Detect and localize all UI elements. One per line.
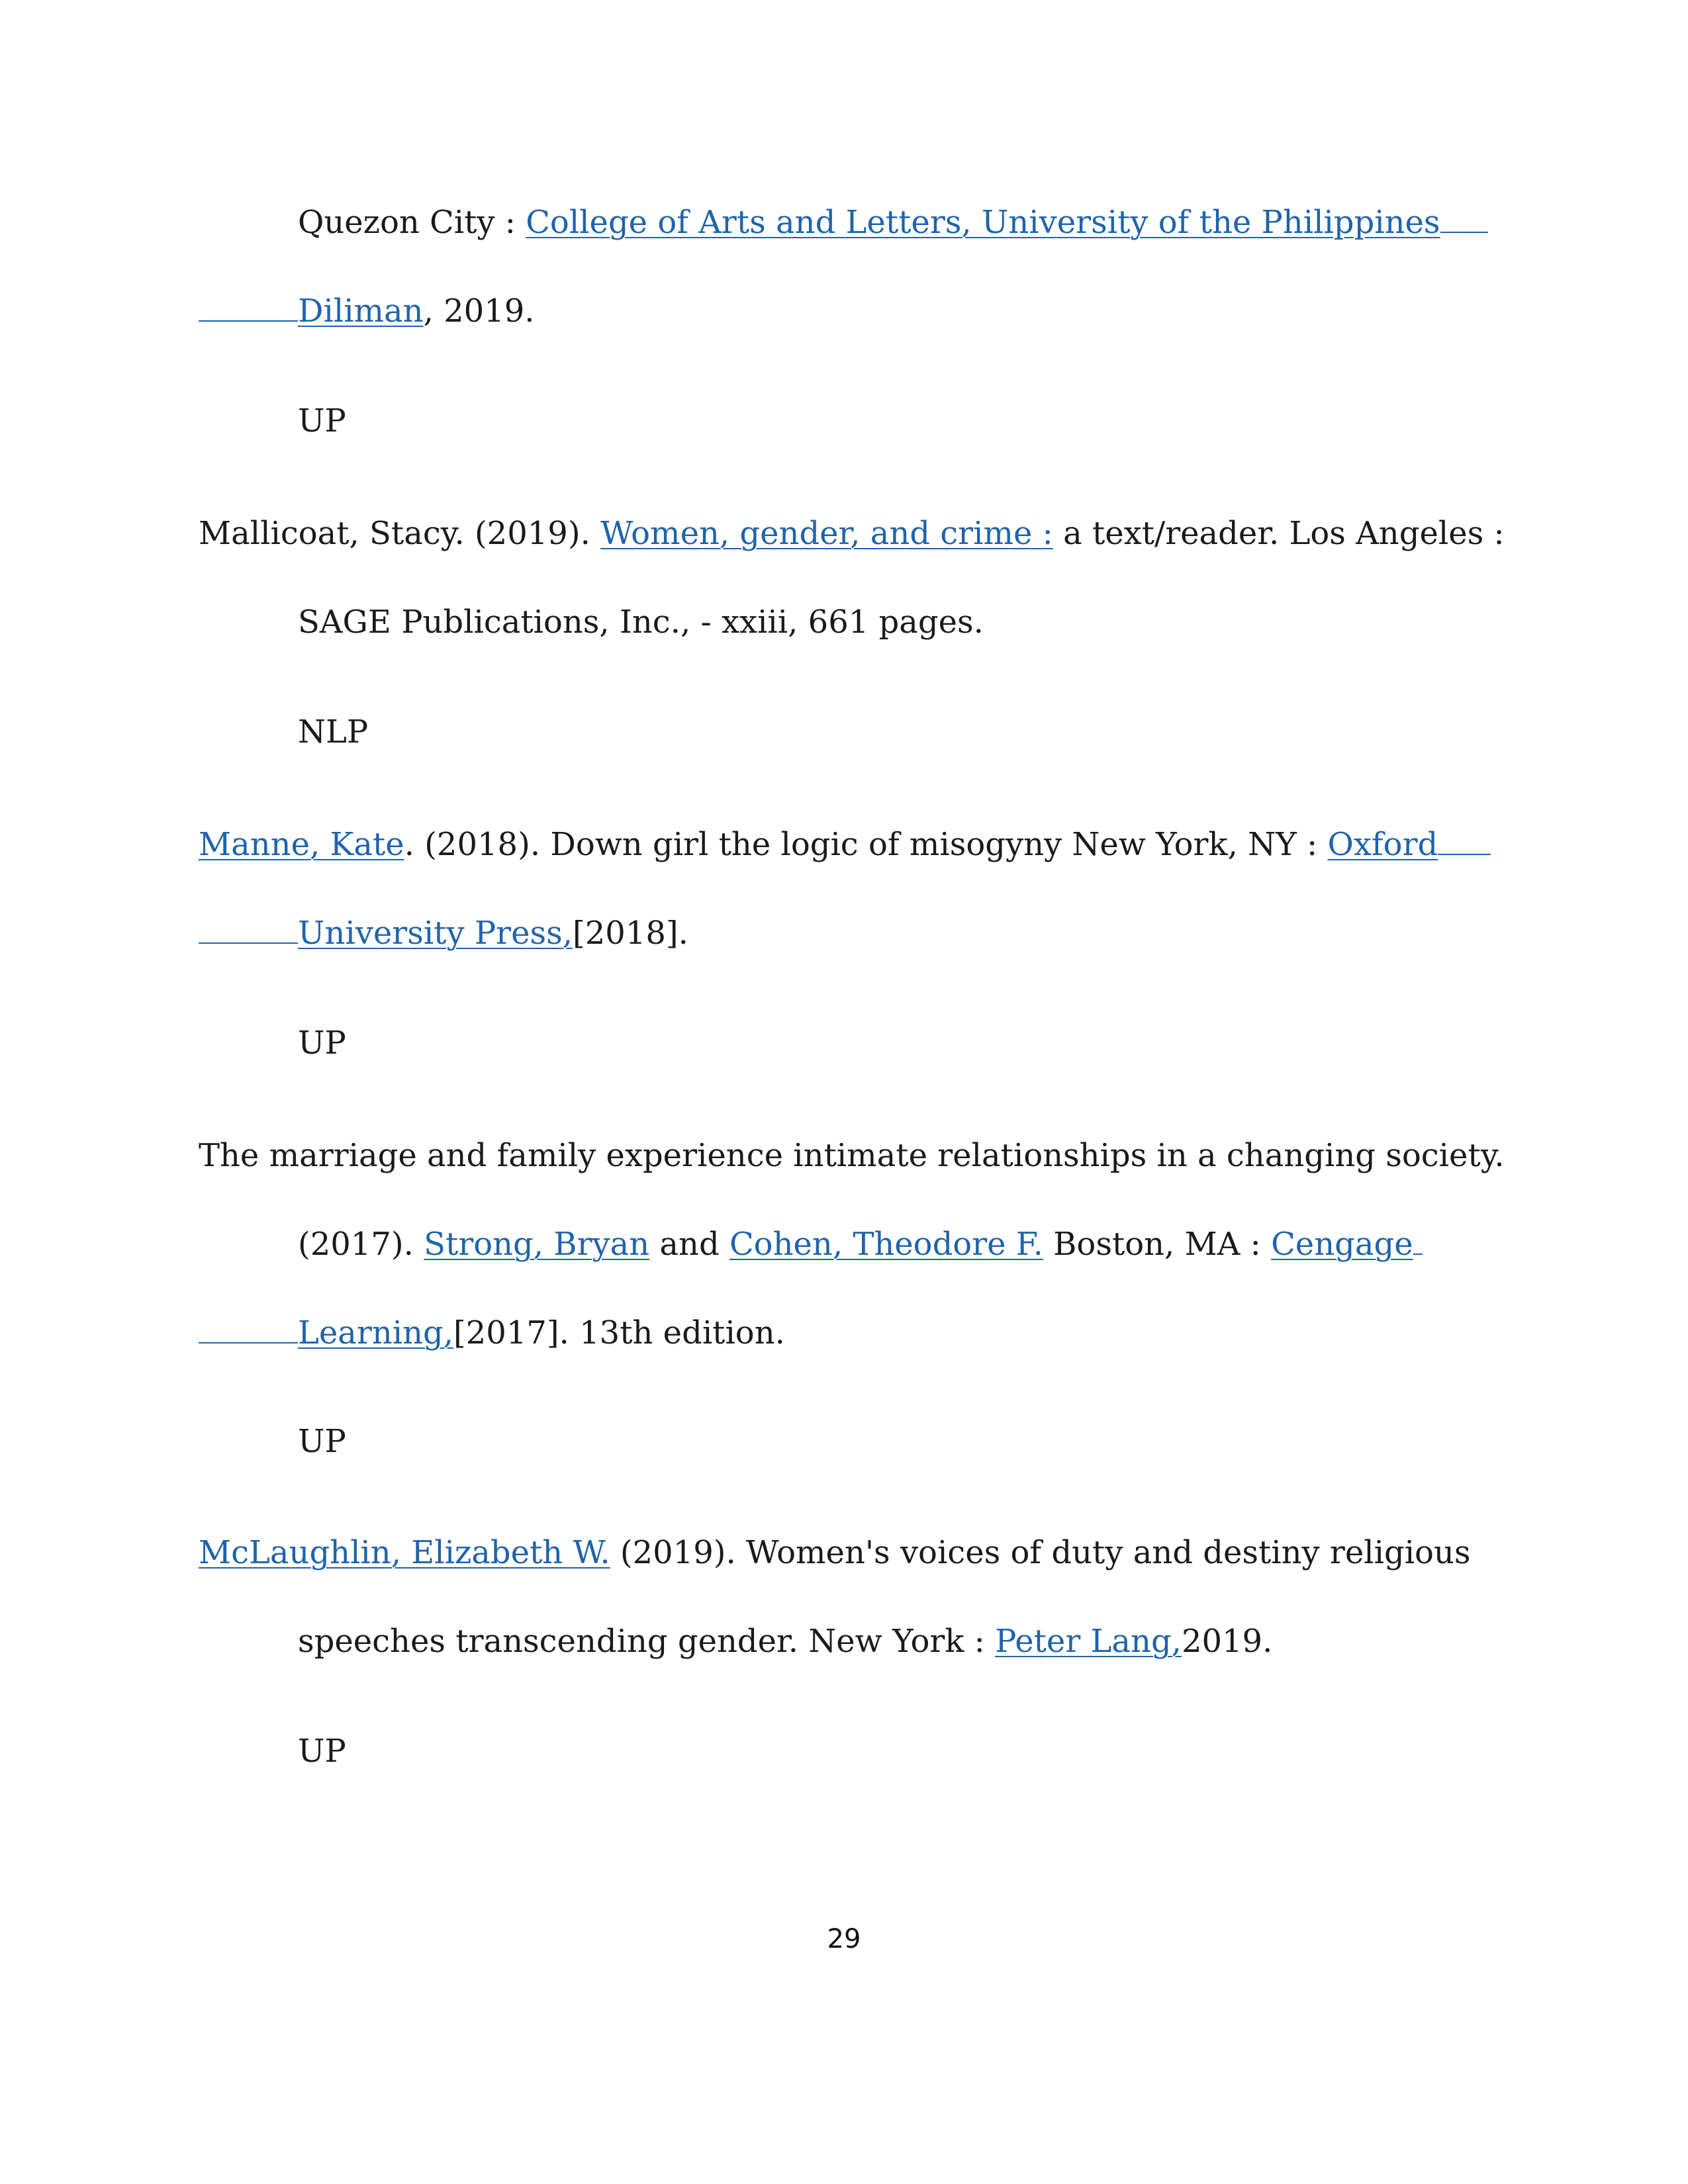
entry5-author-link[interactable]: McLaughlin, Elizabeth W. (199, 1534, 610, 1571)
entry2-location: NLP (298, 713, 369, 751)
entry4-place: Boston, MA : (1043, 1226, 1272, 1263)
entry1-location: UP (298, 402, 346, 439)
entry5-line1 (199, 1533, 1471, 1572)
entry1-year: , 2019. (423, 293, 535, 330)
entry1-place: Quezon City : (298, 204, 526, 241)
entry4-strong-link[interactable]: Strong, Bryan (424, 1226, 650, 1263)
entry2-author-year: Mallicoat, Stacy. (2019). (199, 515, 601, 552)
entry3-line1 (199, 825, 1491, 864)
entry2-subtitle-place: a text/reader. Los Angeles : (1053, 515, 1505, 552)
entry1-link-indent-fill (199, 291, 298, 322)
entry4-year: (2017). (298, 1226, 424, 1263)
entry3-title: . (2018). Down girl the logic of misogyny New York, NY : (404, 826, 1328, 863)
entry4-cengage-link[interactable]: Cengage (1271, 1226, 1413, 1263)
entry4-year-edition: [2017]. 13th edition. (453, 1314, 785, 1351)
entry3-link-underline-fill (1438, 825, 1491, 855)
entry5-subtitle-place: speeches transcending gender. New York : (298, 1623, 996, 1660)
entry3-link-indent-fill (199, 913, 298, 944)
entry5-title: (2019). Women's voices of duty and destiny religious (610, 1534, 1471, 1571)
entry3-oxford-link[interactable]: Oxford (1327, 826, 1438, 863)
entry2-line1 (199, 514, 1505, 553)
entry4-line1: The marriage and family experience intimate relationships in a changing society. (199, 1137, 1505, 1174)
entry3-author-link[interactable]: Manne, Kate (199, 826, 404, 863)
entry3-location: UP (298, 1024, 346, 1062)
entry4-link-indent-fill (199, 1313, 298, 1343)
entry4-learning-link[interactable]: Learning, (298, 1314, 454, 1351)
entry4-line3 (199, 1313, 785, 1353)
entry4-and: and (649, 1226, 729, 1263)
entry3-year: [2018]. (573, 915, 688, 952)
entry4-cohen-link[interactable]: Cohen, Theodore F. (729, 1226, 1043, 1263)
entry4-link-underline-fill (1413, 1224, 1423, 1255)
entry1-publisher-link[interactable]: College of Arts and Letters, University of the Philippines (526, 204, 1440, 241)
entry2-line2: SAGE Publications, Inc., - xxiii, 661 pages. (298, 604, 984, 641)
entry4-location: UP (298, 1423, 346, 1460)
entry1-diliman-link[interactable]: Diliman (298, 293, 424, 330)
entry3-press-link[interactable]: University Press, (298, 915, 573, 952)
entry5-year: 2019. (1181, 1623, 1273, 1660)
entry4-line2 (298, 1224, 1423, 1264)
page-number: 29 (827, 1924, 861, 1954)
entry3-line2 (199, 913, 688, 953)
entry5-peterlang-link[interactable]: Peter Lang, (995, 1623, 1182, 1660)
entry5-location: UP (298, 1733, 346, 1770)
entry2-title-link[interactable]: Women, gender, and crime : (600, 515, 1053, 552)
entry1-line1 (298, 203, 1488, 242)
entry1-link-underline-fill (1440, 203, 1488, 233)
entry1-line2 (199, 291, 535, 331)
entry5-line2 (298, 1621, 1272, 1661)
